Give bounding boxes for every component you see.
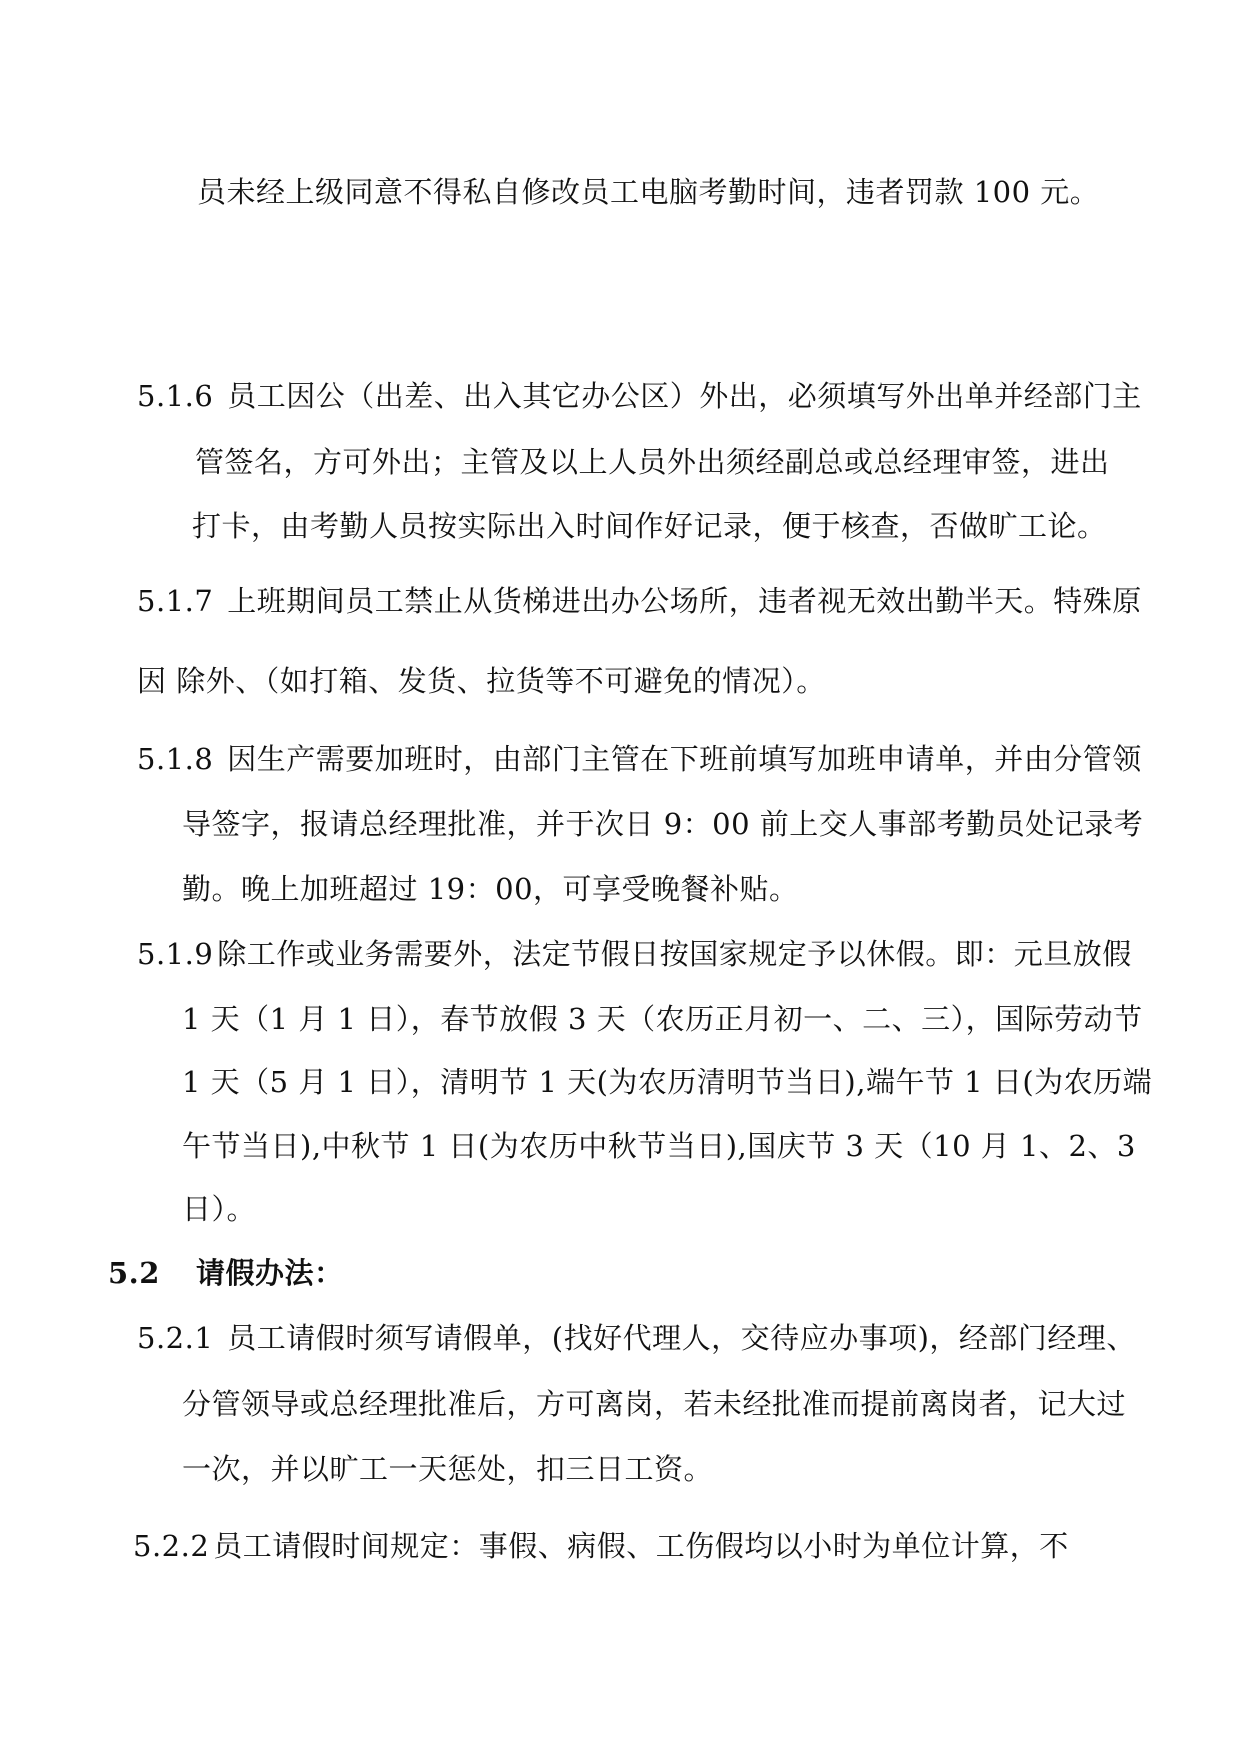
clause-number: 5.2.1 [137,1321,214,1355]
clause-text: 员工请假时须写请假单，(找好代理人，交待应办事项)，经部门经理、 [227,1321,1136,1355]
clause-5-2-1-line-1 [137,1318,1136,1358]
clause-5-1-9-line-3 [182,1062,1152,1102]
continuation-text: 员未经上级同意不得私自修改员工电脑考勤时间，违者罚款 100 元。 [197,175,1100,209]
clause-5-1-8-line-1 [137,739,1142,779]
clause-text: 1 天（1 月 1 日），春节放假 3 天（农历正月初一、二、三），国际劳动节 [182,1002,1143,1036]
section-number: 5.2 [108,1256,160,1290]
clause-text: 午节当日),中秋节 1 日(为农历中秋节当日),国庆节 3 天（10 月 1、2、3 [182,1129,1136,1163]
clause-text: 导签字，报请总经理批准，并于次日 9：00 前上交人事部考勤员处记录考 [182,807,1144,841]
clause-text: 一次，并以旷工一天惩处，扣三日工资。 [182,1452,714,1486]
clause-text: 员工因公（出差、出入其它办公区）外出，必须填写外出单并经部门主 [227,379,1142,413]
clause-number: 5.1.6 [137,379,214,413]
clause-number: 5.1.7 [137,584,214,618]
clause-5-2-1-line-3 [182,1449,713,1489]
clause-text: 上班期间员工禁止从货梯进出办公场所，违者视无效出勤半天。特殊原 [227,584,1142,618]
clause-5-1-6-line-1 [137,376,1142,416]
clause-5-1-9-line-2 [182,999,1143,1039]
clause-5-1-8-line-3 [182,869,799,909]
clause-5-1-7-line-2 [137,661,826,701]
clause-text: 打卡，由考勤人员按实际出入时间作好记录，便于核查，否做旷工论。 [192,509,1107,543]
clause-text: 日）。 [182,1192,257,1226]
section-heading-5-2 [108,1253,343,1293]
clause-5-2-1-line-2 [182,1384,1126,1424]
continuation-line [197,172,1099,212]
clause-text: 勤。晚上加班超过 19：00，可享受晚餐补贴。 [182,872,799,906]
clause-5-1-9-line-5 [182,1189,256,1229]
clause-5-2-2-line-1 [133,1526,1069,1566]
clause-text: 1 天（5 月 1 日），清明节 1 天(为农历清明节当日),端午节 1 日(为农历端 [182,1065,1153,1099]
clause-5-1-8-line-2 [182,804,1143,844]
clause-text: 员工请假时间规定：事假、病假、工伤假均以小时为单位计算，不 [213,1529,1069,1563]
clause-5-1-7-line-1 [137,581,1142,621]
clause-5-1-9-line-1 [137,934,1132,974]
clause-text: 因 除外、（如打箱、发货、拉货等不可避免的情况）。 [137,664,826,698]
clause-number: 5.2.2 [133,1529,210,1563]
clause-5-1-6-line-2 [195,442,1110,482]
clause-5-1-6-line-3 [192,506,1107,546]
clause-text: 管签名，方可外出；主管及以上人员外出须经副总或总经理审签，进出 [195,445,1110,479]
section-title: 请假办法： [195,1256,344,1290]
clause-number: 5.1.9 [137,937,214,971]
clause-text: 分管领导或总经理批准后，方可离岗，若未经批准而提前离岗者，记大过 [182,1387,1127,1421]
clause-text: 因生产需要加班时，由部门主管在下班前填写加班申请单，并由分管领 [227,742,1142,776]
clause-text: 除工作或业务需要外，法定节假日按国家规定予以休假。即：元旦放假 [217,937,1132,971]
clause-5-1-9-line-4 [182,1126,1136,1166]
clause-number: 5.1.8 [137,742,214,776]
